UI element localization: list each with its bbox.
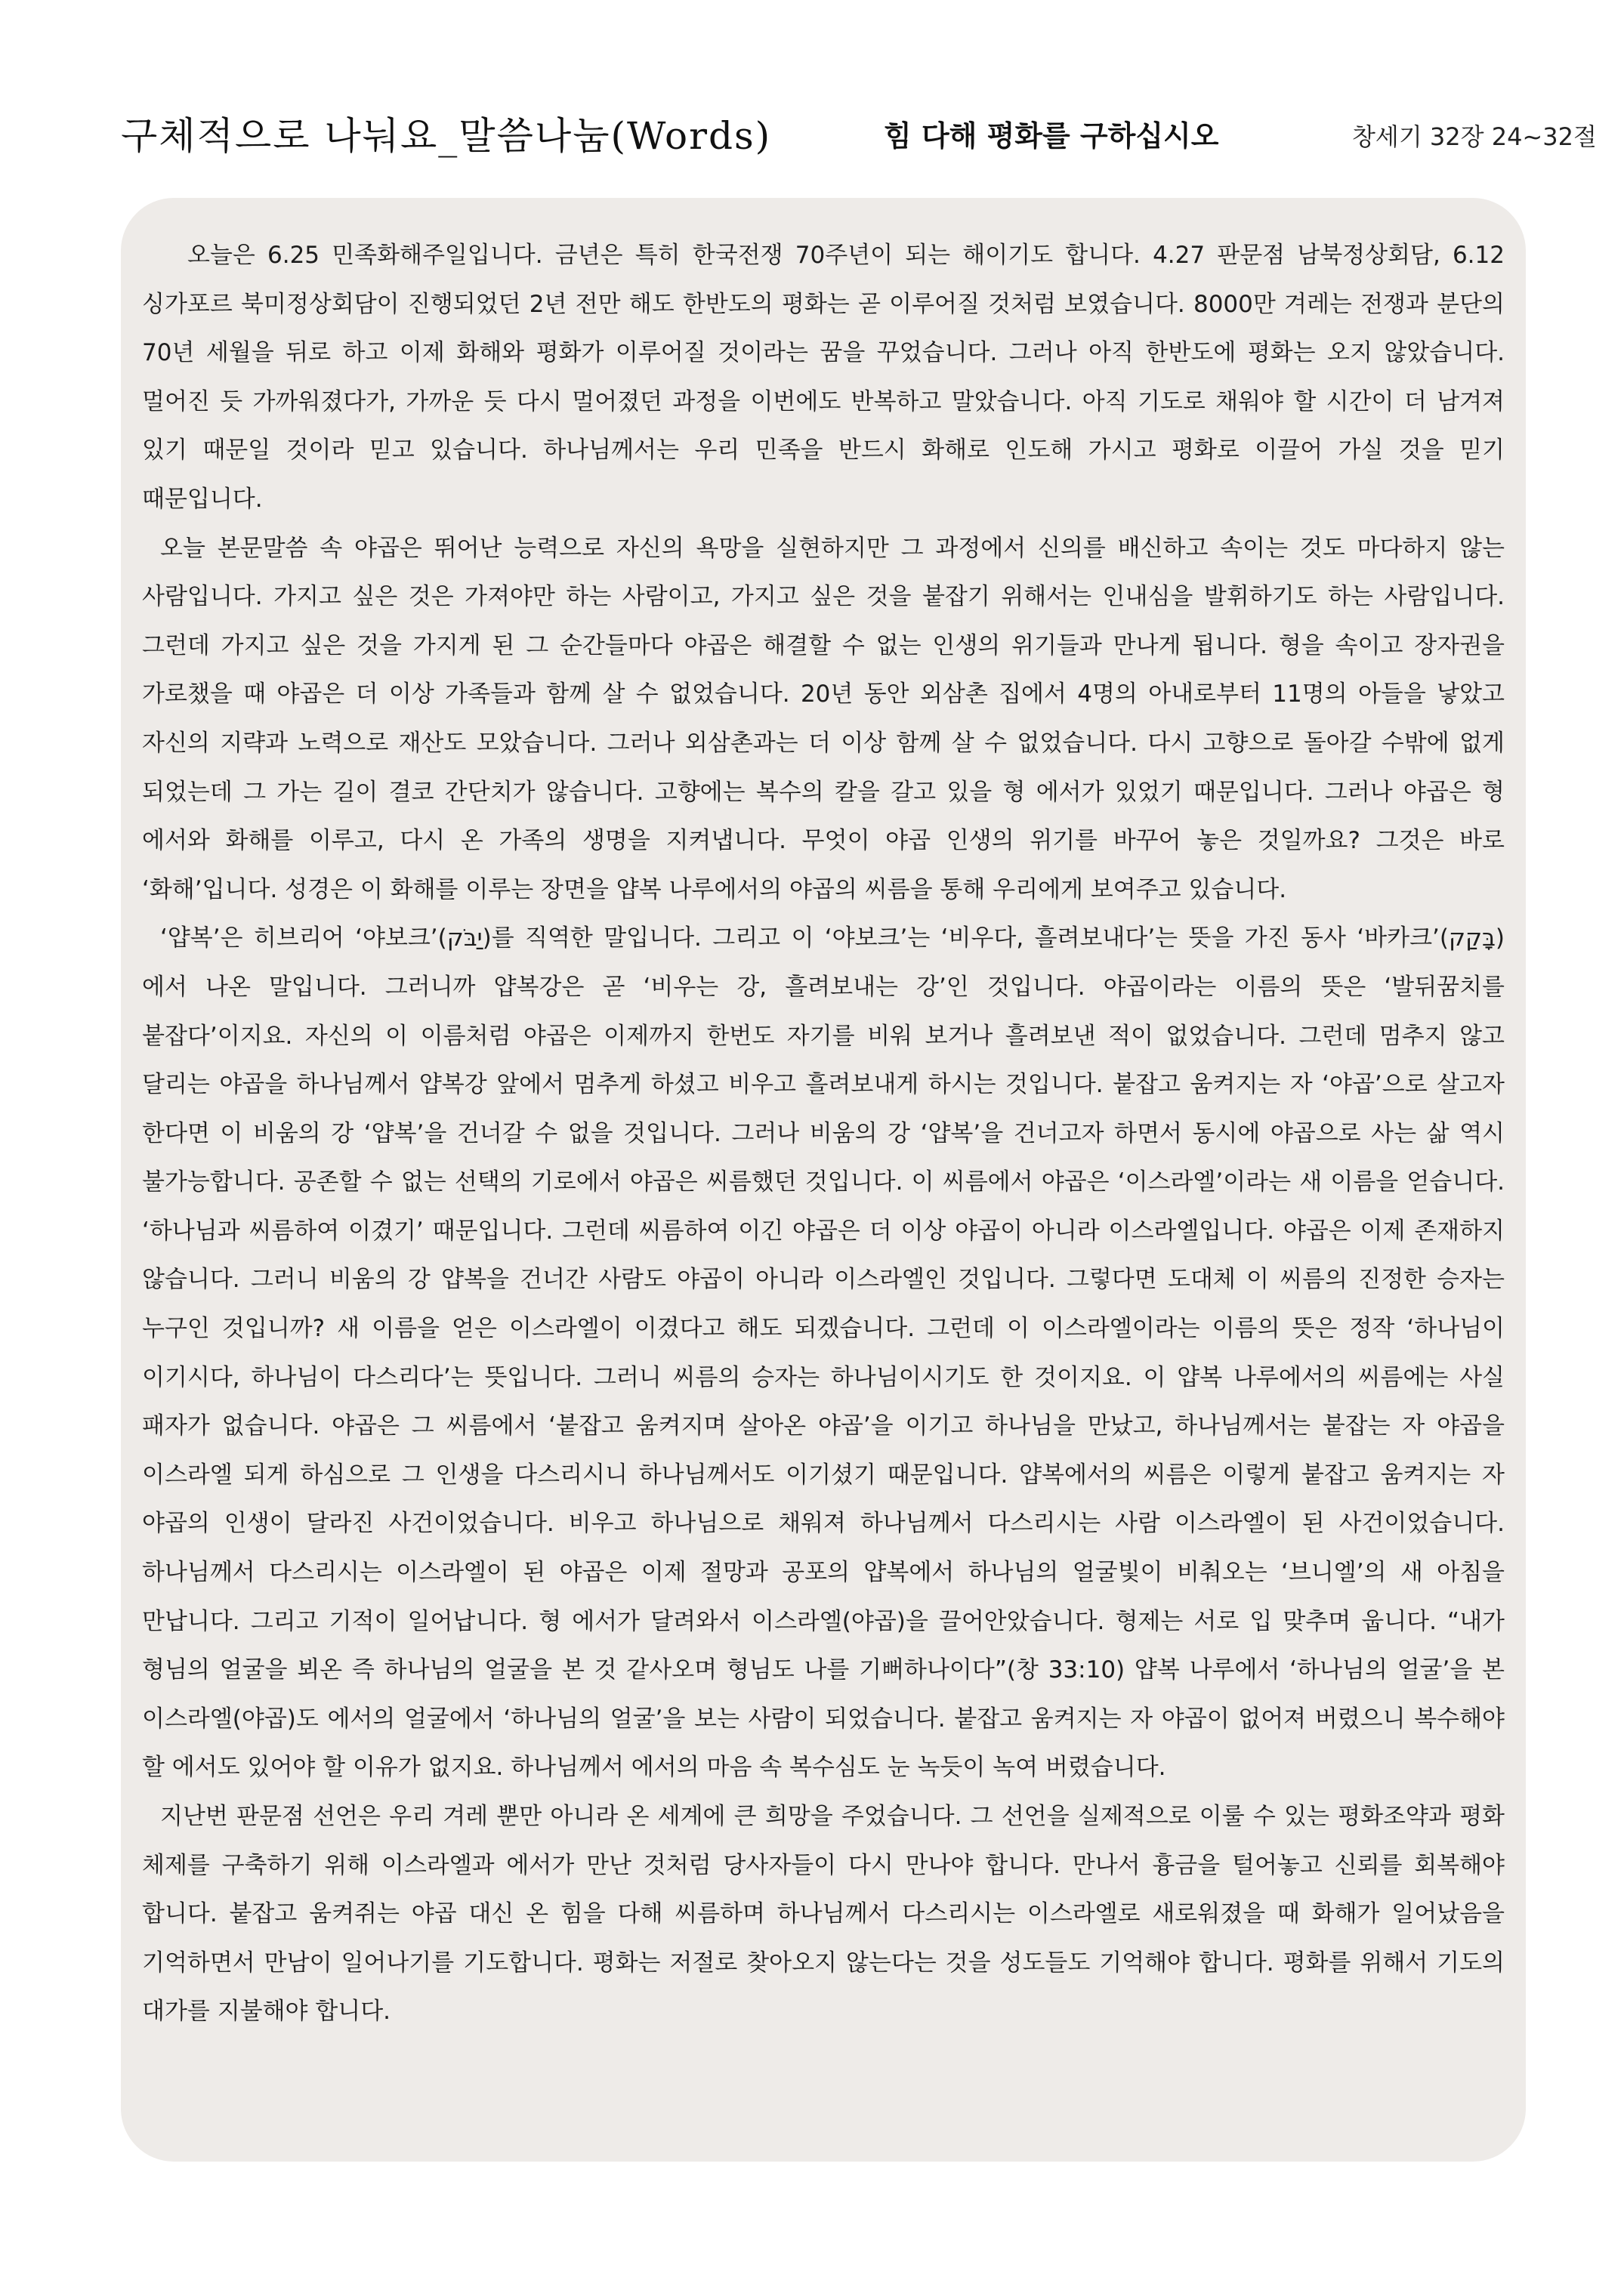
sermon-title: 힘 다해 평화를 구하십시오 <box>884 119 1219 153</box>
page-header <box>121 106 1597 166</box>
section-title: 구체적으로 나눠요_말씀나눔(Words) <box>121 114 772 158</box>
scripture-reference: 창세기 32장 24~32절 <box>1352 122 1597 151</box>
sermon-body <box>142 231 1505 2036</box>
paragraph-jacob: 오늘 본문말씀 속 야곱은 뛰어난 능력으로 자신의 욕망을 실현하지만 그 과정에서 신의를 배신하고 속이는 것도 마다하지 않는 사람입니다. 가지고 싶은 것은 가져야만 하는 사람이고, 가지고 싶은 것을 붙잡기 위해서는 인내심을 발휘하기도 하는 사람입니다. 그런데 가지고 싶은 것을 가지게 된 그 순간들마다 야곱은 해결할 수 없는 인생의 위기들과 만나게 됩니다. 형을 속이고 장자권을 가로챘을 때 야곱은 더 이상 가족들과 함께 살 수 없었습니다. 20년 동안 외삼촌 집에서 4명의 아내로부터 11명의 아들을 낳았고 자신의 지략과 노력으로 재산도 모았습니다. 그러나 외삼촌과는 더 이상 함께 살 수 없었습니다. 다시 고향으로 돌아갈 수밖에 없게 되었는데 그 가는 길이 결코 간단치가 않습니다. 고향에는 복수의 칼을 갈고 있을 형 에서가 있었기 때문입니다. 그러나 야곱은 형 에서와 화해를 이루고, 다시 온 가족의 생명을 지켜냅니다. 무엇이 야곱 인생의 위기를 바꾸어 놓은 것일까요? 그것은 바로 ‘화해’입니다. 성경은 이 화해를 이루는 장면을 얍복 나루에서의 야곱의 씨름을 통해 우리에게 보여주고 있습니다. <box>142 534 1505 903</box>
paragraph-intro: 오늘은 6.25 민족화해주일입니다. 금년은 특히 한국전쟁 70주년이 되는 해이기도 합니다. 4.27 판문점 남북정상회담, 6.12 싱가포르 북미정상회담이 진행되었던 2년 전만 해도 한반도의 평화는 곧 이루어질 것처럼 보였습니다. 8000만 겨레는 전쟁과 분단의 70년 세월을 뒤로 하고 이제 화해와 평화가 이루어질 것이라는 꿈을 꾸었습니다. 그러나 아직 한반도에 평화는 오지 않았습니다. 멀어진 듯 가까워졌다가, 가까운 듯 다시 멀어졌던 과정을 이번에도 반복하고 말았습니다. 아직 기도로 채워야 할 시간이 더 남겨져 있기 때문일 것이라 믿고 있습니다. 하나님께서는 우리 민족을 반드시 화해로 인도해 가시고 평화로 이끌어 가실 것을 믿기 때문입니다. <box>142 242 1505 513</box>
paragraph-conclusion: 지난번 판문점 선언은 우리 겨레 뿐만 아니라 온 세계에 큰 희망을 주었습니다. 그 선언을 실제적으로 이룰 수 있는 평화조약과 평화 체제를 구축하기 위해 이스라엘과 에서가 만난 것처럼 당사자들이 다시 만나야 합니다. 만나서 흉금을 털어놓고 신뢰를 회복해야 합니다. 붙잡고 움켜쥐는 야곱 대신 온 힘을 다해 씨름하며 하나님께서 다스리시는 이스라엘로 새로워졌을 때 화해가 일어났음을 기억하면서 만남이 일어나기를 기도합니다. 평화는 저절로 찾아오지 않는다는 것을 성도들도 기억해야 합니다. 평화를 위해서 기도의 대가를 지불해야 합니다. <box>142 1803 1505 2026</box>
sermon-content-box <box>121 198 1526 2162</box>
paragraph-jabbok: ‘얍복’은 히브리어 ‘야보크’(יַבֹּק)를 직역한 말입니다. 그리고 이 ‘야보크’는 ‘비우다, 흘려보내다’는 뜻을 가진 동사 ‘바카크’(בָּקַק)에서 나온 말입니다. 그러니까 얍복강은 곧 ‘비우는 강, 흘려보내는 강’인 것입니다. 야곱이라는 이름의 뜻은 ‘발뒤꿈치를 붙잡다’이지요. 자신의 이 이름처럼 야곱은 이제까지 한번도 자기를 비워 보거나 흘려보낸 적이 없었습니다. 그런데 멈추지 않고 달리는 야곱을 하나님께서 얍복강 앞에서 멈추게 하셨고 비우고 흘려보내게 하시는 것입니다. 붙잡고 움켜지는 자 ‘야곱’으로 살고자 한다면 이 비움의 강 ‘얍복’을 건너갈 수 없을 것입니다. 그러나 비움의 강 ‘얍복’을 건너고자 하면서 동시에 야곱으로 사는 삶 역시 불가능합니다. 공존할 수 없는 선택의 기로에서 야곱은 씨름했던 것입니다. 이 씨름에서 야곱은 ‘이스라엘’이라는 새 이름을 얻습니다. ‘하나님과 씨름하여 이겼기’ 때문입니다. 그런데 씨름하여 이긴 야곱은 더 이상 야곱이 아니라 이스라엘입니다. 야곱은 이제 존재하지 않습니다. 그러니 비움의 강 얍복을 건너간 사람도 야곱이 아니라 이스라엘인 것입니다. 그렇다면 도대체 이 씨름의 진정한 승자는 누구인 것입니까? 새 이름을 얻은 이스라엘이 이겼다고 해도 되겠습니다. 그런데 이 이스라엘이라는 이름의 뜻은 정작 ‘하나님이 이기시다, 하나님이 다스리다’는 뜻입니다. 그러니 씨름의 승자는 하나님이시기도 한 것이지요. 이 얍복 나루에서의 씨름에는 사실 패자가 없습니다. 야곱은 그 씨름에서 ‘붙잡고 움켜지며 살아온 야곱’을 이기고 하나님을 만났고, 하나님께서는 붙잡는 자 야곱을 이스라엘 되게 하심으로 그 인생을 다스리시니 하나님께서도 이기셨기 때문입니다. 얍복에서의 씨름은 이렇게 붙잡고 움켜지는 자 야곱의 인생이 달라진 사건이었습니다. 비우고 하나님으로 채워져 하나님께서 다스리시는 사람 이스라엘이 된 사건이었습니다. 하나님께서 다스리시는 이스라엘이 된 야곱은 이제 절망과 공포의 얍복에서 하나님의 얼굴빛이 비춰오는 ‘브니엘’의 새 아침을 만납니다. 그리고 기적이 일어납니다. 형 에서가 달려와서 이스라엘(야곱)을 끌어안았습니다. 형제는 서로 입 맞추며 웁니다. “내가 형님의 얼굴을 뵈온 즉 하나님의 얼굴을 본 것 같사오며 형님도 나를 기뻐하나이다”(창 33:10) 얍복 나루에서 ‘하나님의 얼굴’을 본 이스라엘(야곱)도 에서의 얼굴에서 ‘하나님의 얼굴’을 보는 사람이 되었습니다. 붙잡고 움켜지는 자 야곱이 없어져 버렸으니 복수해야 할 에서도 있어야 할 이유가 없지요. 하나님께서 에서의 마음 속 복수심도 눈 녹듯이 녹여 버렸습니다. <box>142 924 1505 1782</box>
